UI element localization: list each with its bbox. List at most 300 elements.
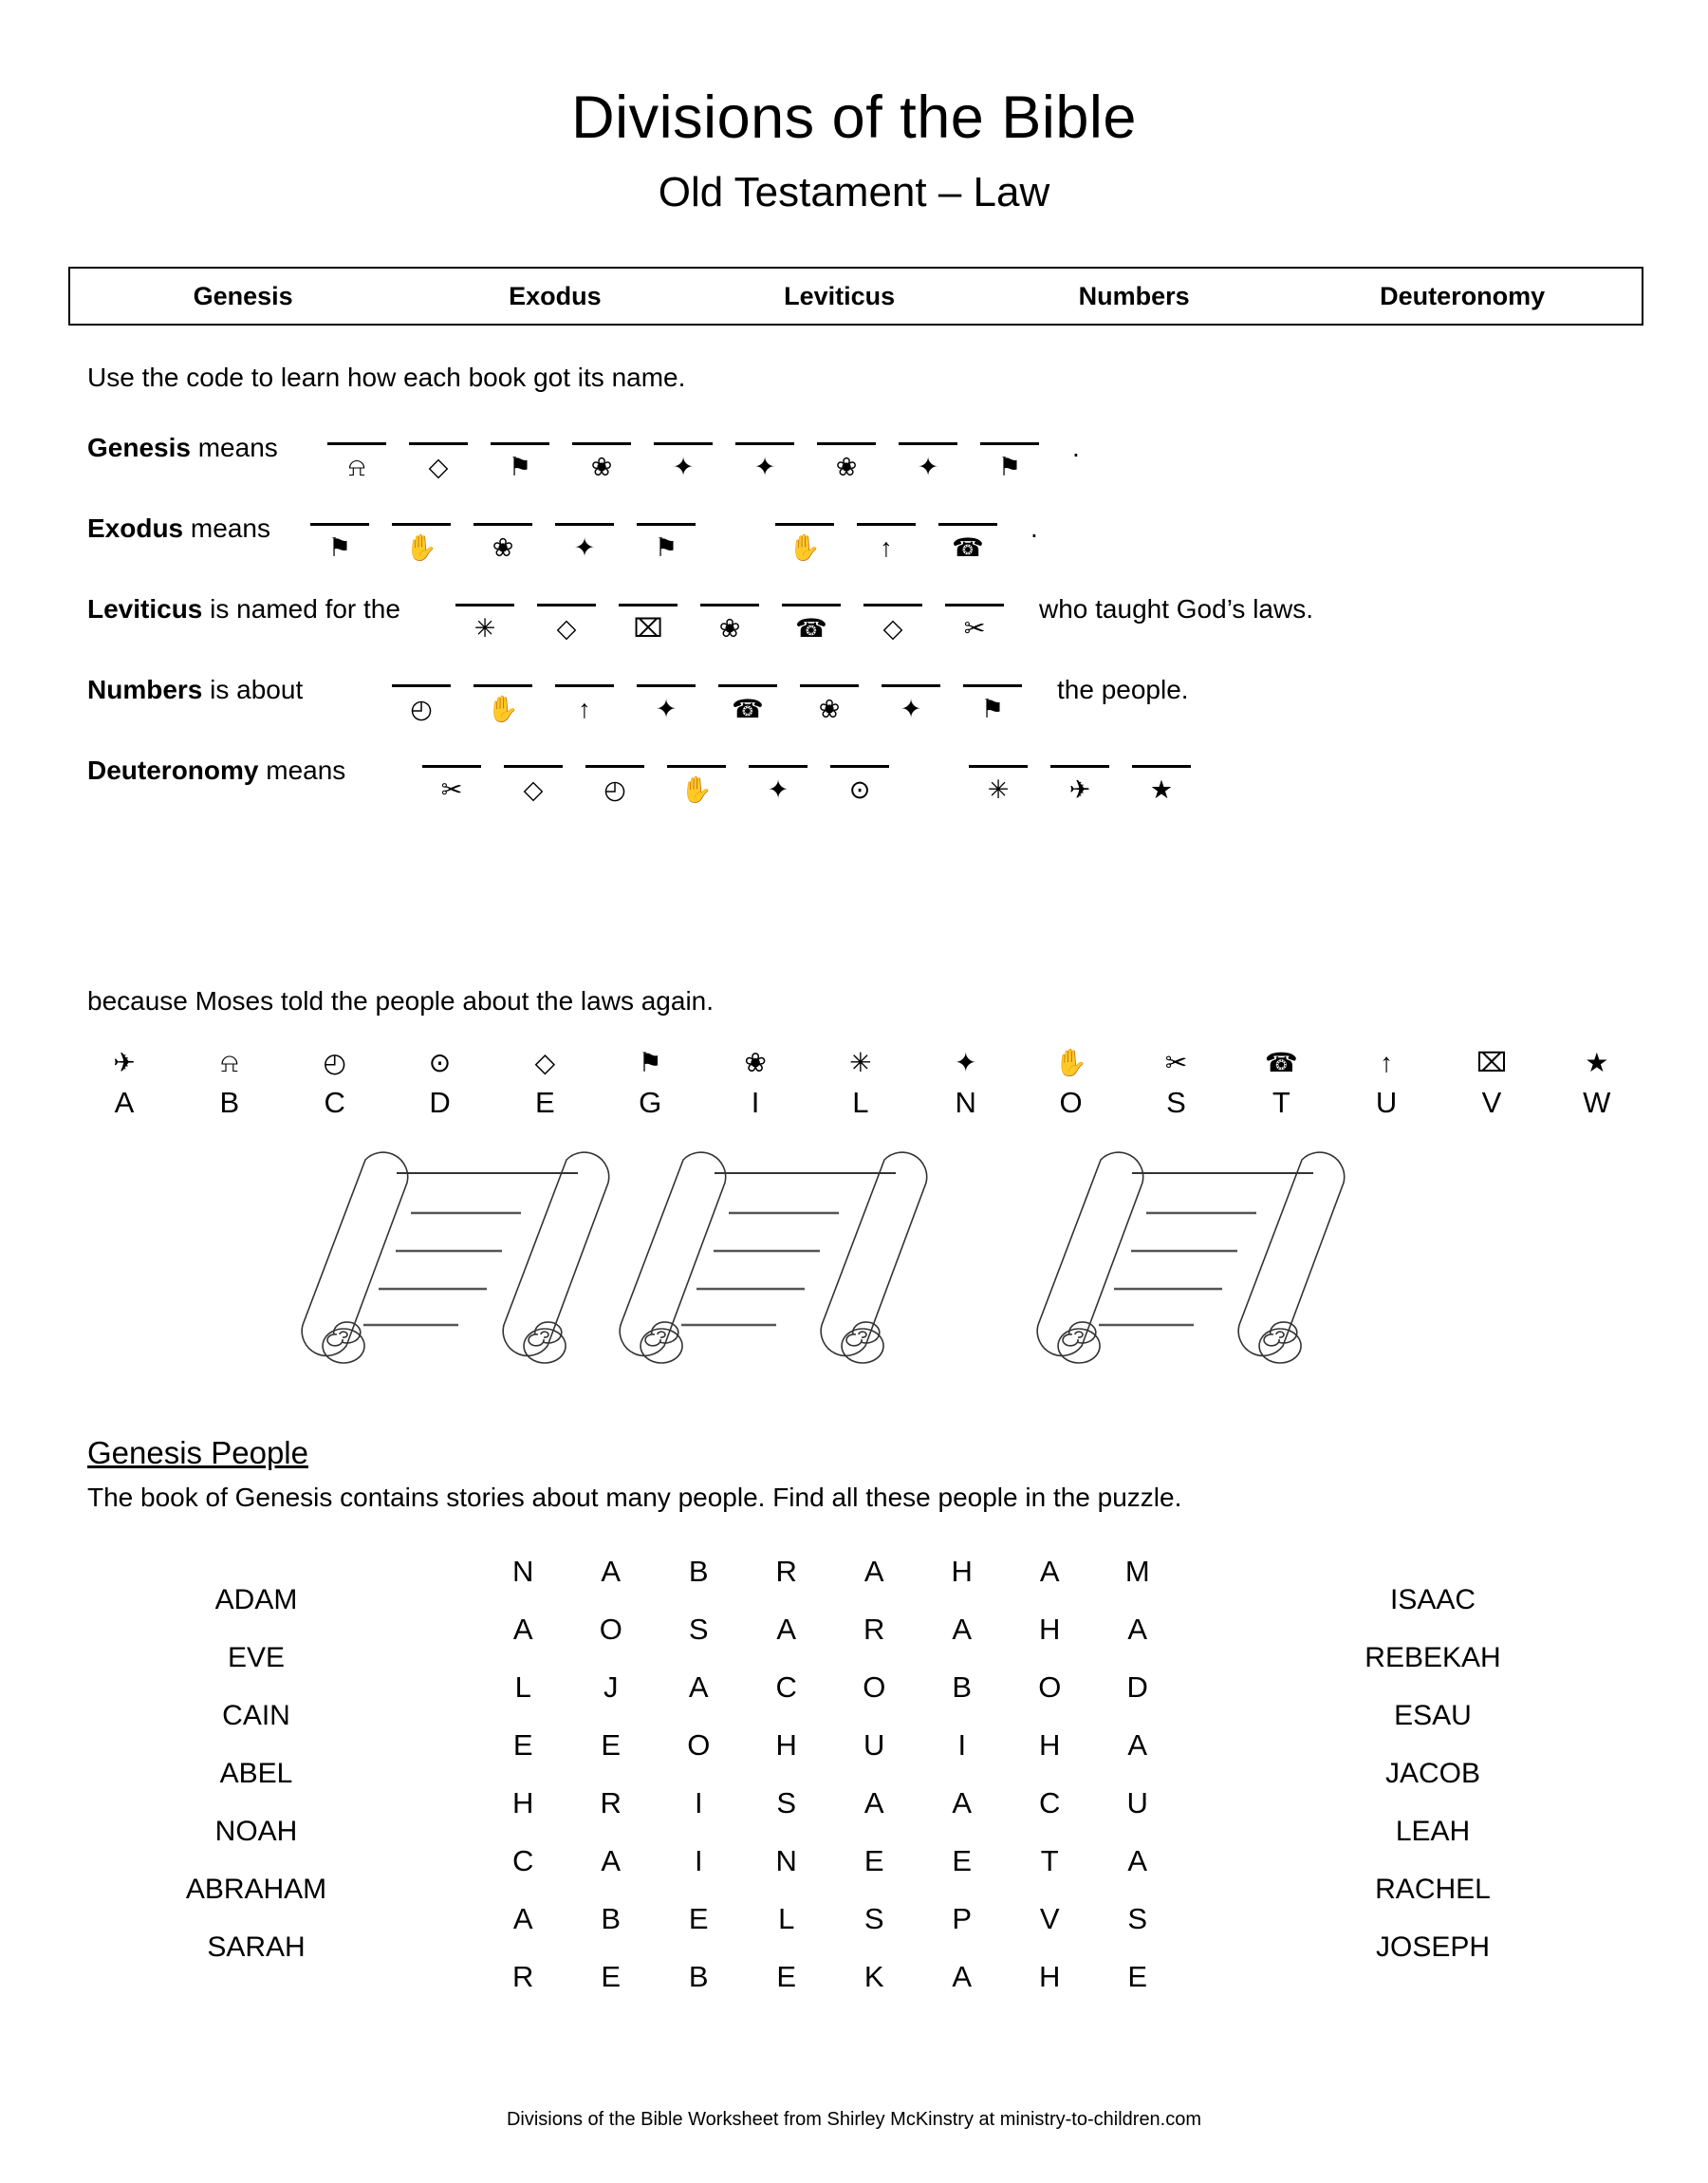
search-word[interactable]: JACOB xyxy=(1384,1758,1481,1789)
puzzle-book-name: Numbers xyxy=(87,675,203,704)
answer-blank[interactable] xyxy=(977,418,1042,483)
grid-cell[interactable]: N xyxy=(775,1843,797,1877)
scissors-icon: ✂ xyxy=(963,614,986,643)
grid-cell[interactable]: A xyxy=(512,1612,533,1646)
flower-icon: ❀ xyxy=(835,453,858,481)
answer-blank[interactable] xyxy=(419,740,484,806)
blank-rule xyxy=(830,765,889,768)
grid-cell[interactable]: O xyxy=(1038,1670,1062,1704)
four-point-star-icon: ✦ xyxy=(672,453,695,481)
search-word[interactable]: RACHEL xyxy=(1375,1874,1491,1905)
grid-cell[interactable]: E xyxy=(776,1959,797,1993)
blank-rule xyxy=(327,442,386,445)
up-arrow-icon: ↑ xyxy=(1380,1048,1394,1077)
blank-rule xyxy=(409,442,468,445)
grid-cell[interactable]: E xyxy=(688,1901,709,1935)
code-key-cell-I xyxy=(718,1044,792,1120)
code-key-cell-O xyxy=(1034,1044,1108,1120)
diamond-outline-icon: ◇ xyxy=(882,614,903,643)
answer-blank[interactable] xyxy=(534,579,599,644)
grid-cell[interactable]: A xyxy=(952,1612,973,1646)
airplane-icon: ✈ xyxy=(1068,775,1091,804)
blank-rule xyxy=(980,442,1039,445)
blank-rule xyxy=(749,765,808,768)
grid-cell[interactable]: A xyxy=(688,1670,709,1704)
grid-cell[interactable]: H xyxy=(775,1727,797,1762)
scissors-icon: ✂ xyxy=(1164,1048,1188,1077)
blank-rule xyxy=(555,684,614,687)
blank-rule xyxy=(473,684,532,687)
blank-rule xyxy=(473,523,532,526)
airplane-icon: ✈ xyxy=(113,1048,136,1077)
answer-blank[interactable] xyxy=(772,498,837,564)
grid-cell[interactable]: A xyxy=(863,1554,884,1588)
puzzle-label xyxy=(87,740,419,786)
grid-cell[interactable]: U xyxy=(863,1727,885,1762)
answer-blank[interactable] xyxy=(936,498,1000,564)
scroll-illustrations xyxy=(87,1139,1634,1386)
answer-blank[interactable] xyxy=(389,498,454,564)
puzzle-word xyxy=(419,740,909,806)
answer-blank[interactable] xyxy=(715,660,780,725)
blank-rule xyxy=(667,765,726,768)
answer-blank[interactable] xyxy=(471,660,535,725)
puzzle-label xyxy=(87,660,389,705)
four-point-star-icon: ✦ xyxy=(573,533,596,562)
grid-cell[interactable]: I xyxy=(957,1727,967,1762)
instruction-text: Use the code to learn how each book got its name. xyxy=(87,363,686,392)
code-key-letter: B xyxy=(219,1086,240,1119)
answer-blank[interactable] xyxy=(488,418,552,483)
code-key-letter: T xyxy=(1272,1086,1290,1119)
grid-cell[interactable]: E xyxy=(952,1843,973,1877)
code-key-letter: C xyxy=(324,1086,345,1119)
circled-dot-icon: ⊙ xyxy=(848,775,871,804)
code-key-letter: I xyxy=(751,1086,760,1119)
answer-blank[interactable] xyxy=(471,498,535,564)
blank-rule xyxy=(800,684,859,687)
puzzle-label-rest: means xyxy=(190,433,278,462)
grid-cell[interactable]: E xyxy=(601,1959,622,1993)
grid-cell[interactable]: H xyxy=(512,1785,534,1819)
page-subtitle: Old Testament – Law xyxy=(658,169,1050,215)
grid-cell[interactable]: E xyxy=(512,1727,533,1762)
puzzle-tail-text: the people. xyxy=(1057,675,1189,704)
blank-rule xyxy=(491,442,549,445)
grid-cell[interactable]: R xyxy=(775,1554,797,1588)
code-key-letter: W xyxy=(1583,1086,1611,1119)
grid-cell[interactable]: A xyxy=(952,1959,973,1993)
answer-blank[interactable] xyxy=(651,418,715,483)
blank-rule xyxy=(782,604,841,606)
diamond-outline-icon: ◇ xyxy=(556,614,577,643)
grid-cell[interactable]: E xyxy=(1127,1959,1148,1993)
bell-icon: ⍾ xyxy=(348,453,365,481)
flag-icon: ⚑ xyxy=(654,533,678,562)
puzzle-tail-text: who taught God’s laws. xyxy=(1039,594,1313,624)
puzzle-word xyxy=(307,498,715,564)
grid-cell[interactable]: A xyxy=(601,1554,622,1588)
grid-cell[interactable]: K xyxy=(863,1959,884,1993)
hand-icon: ✋ xyxy=(487,695,519,723)
grid-cell[interactable]: I xyxy=(694,1843,703,1877)
circled-dot-icon: ⊙ xyxy=(428,1048,452,1077)
grid-cell[interactable]: D xyxy=(1126,1670,1148,1704)
answer-blank[interactable] xyxy=(896,418,960,483)
snowflake-icon: ✳ xyxy=(987,775,1010,804)
diamond-outline-icon: ◇ xyxy=(428,453,449,481)
flag-icon: ⚑ xyxy=(980,695,1005,723)
diamond-outline-icon: ◇ xyxy=(523,775,544,804)
flag-icon: ⚑ xyxy=(508,453,532,481)
grid-cell[interactable]: A xyxy=(776,1612,797,1646)
search-word[interactable]: EVE xyxy=(227,1642,286,1673)
grid-cell[interactable]: A xyxy=(1039,1554,1060,1588)
code-key-cell-B xyxy=(193,1044,267,1120)
four-point-star-icon: ✦ xyxy=(900,695,922,723)
answer-blank[interactable] xyxy=(552,660,617,725)
puzzle-book-name: Deuteronomy xyxy=(87,756,259,785)
grid-cell[interactable]: S xyxy=(688,1612,709,1646)
puzzle-blanks xyxy=(389,660,1042,725)
blank-rule xyxy=(392,684,451,687)
puzzle-word xyxy=(389,660,1042,725)
book-name-genesis: Genesis xyxy=(193,281,293,310)
scroll-icon xyxy=(263,1139,623,1367)
four-point-star-icon: ✦ xyxy=(955,1048,977,1077)
scissors-icon: ✂ xyxy=(440,775,463,804)
code-key-letter: A xyxy=(114,1086,135,1119)
answer-blank[interactable] xyxy=(854,498,919,564)
grid-cell[interactable]: H xyxy=(1039,1959,1061,1993)
blank-rule xyxy=(455,604,514,606)
scroll-icon xyxy=(998,1139,1359,1367)
five-point-star-icon: ★ xyxy=(1149,775,1174,804)
grid-cell[interactable]: O xyxy=(599,1612,622,1646)
answer-blank[interactable] xyxy=(406,418,471,483)
grid-cell[interactable]: O xyxy=(687,1727,711,1762)
answer-blank[interactable] xyxy=(966,740,1030,806)
answer-blank[interactable] xyxy=(879,660,943,725)
grid-row xyxy=(479,1716,1181,1774)
puzzle-blanks xyxy=(307,498,1017,564)
book-name-leviticus: Leviticus xyxy=(784,281,896,310)
grid-cell[interactable]: A xyxy=(1127,1727,1148,1762)
grid-row xyxy=(479,1774,1181,1832)
blank-rule xyxy=(775,523,834,526)
grid-row xyxy=(479,1832,1181,1890)
search-word[interactable]: ADAM xyxy=(214,1584,298,1615)
telephone-icon: ☎ xyxy=(1264,1048,1298,1077)
grid-cell[interactable]: C xyxy=(775,1670,797,1704)
grid-cell[interactable]: A xyxy=(1127,1843,1148,1877)
blank-rule xyxy=(637,523,696,526)
grid-cell[interactable]: A xyxy=(512,1901,533,1935)
code-key-letter: S xyxy=(1166,1086,1186,1119)
flag-icon: ⚑ xyxy=(997,453,1022,481)
blank-rule xyxy=(945,604,1004,606)
code-key-cell-L xyxy=(824,1044,898,1120)
answer-blank[interactable] xyxy=(325,418,389,483)
code-key-cell-V xyxy=(1455,1044,1529,1120)
blank-rule xyxy=(735,442,794,445)
grid-cell[interactable]: A xyxy=(601,1843,622,1877)
grid-cell[interactable]: L xyxy=(514,1670,531,1704)
blank-rule xyxy=(1050,765,1109,768)
answer-blank[interactable] xyxy=(634,660,698,725)
blank-rule xyxy=(863,604,922,606)
grid-row xyxy=(479,1600,1181,1658)
hand-icon: ✋ xyxy=(680,775,713,804)
search-word[interactable]: ESAU xyxy=(1394,1700,1472,1731)
code-key-cell-G xyxy=(613,1044,687,1120)
genesis-people-description: The book of Genesis contains stories about many people. Find all these people in the puzzle. xyxy=(87,1483,1182,1512)
up-arrow-icon: ↑ xyxy=(880,533,893,562)
search-word[interactable]: LEAH xyxy=(1395,1816,1471,1847)
grid-cell[interactable]: B xyxy=(952,1670,973,1704)
clock-icon: ◴ xyxy=(323,1048,346,1077)
answer-blank[interactable] xyxy=(1129,740,1194,806)
diamond-outline-icon: ◇ xyxy=(534,1048,556,1077)
grid-cell[interactable]: R xyxy=(512,1959,534,1993)
grid-cell[interactable]: C xyxy=(1039,1785,1061,1819)
answer-blank[interactable] xyxy=(827,740,892,806)
grid-cell[interactable]: A xyxy=(1127,1612,1148,1646)
page-title: Divisions of the Bible xyxy=(571,84,1137,151)
blank-rule xyxy=(857,523,916,526)
blank-rule xyxy=(537,604,596,606)
grid-row xyxy=(479,1890,1181,1948)
grid-cell[interactable]: C xyxy=(512,1843,534,1877)
grid-cell[interactable]: U xyxy=(1126,1785,1148,1819)
grid-cell[interactable]: P xyxy=(952,1901,973,1935)
puzzle-label-rest: is about xyxy=(202,675,304,704)
code-key-letter: E xyxy=(535,1086,555,1119)
four-point-star-icon: ✦ xyxy=(753,453,776,481)
code-key-cell-T xyxy=(1244,1044,1318,1120)
code-key-letter: G xyxy=(639,1086,662,1119)
blank-rule xyxy=(310,523,369,526)
answer-blank[interactable] xyxy=(797,660,862,725)
answer-blank[interactable] xyxy=(634,498,698,564)
grid-cell[interactable]: S xyxy=(1127,1901,1148,1935)
code-key-cell-U xyxy=(1349,1044,1423,1120)
blank-rule xyxy=(882,684,940,687)
flower-icon: ❀ xyxy=(590,453,613,481)
grid-cell[interactable]: L xyxy=(778,1901,795,1935)
grid-cell[interactable]: H xyxy=(951,1554,973,1588)
blank-rule xyxy=(817,442,876,445)
blank-rule xyxy=(392,523,451,526)
telephone-icon: ☎ xyxy=(795,614,827,643)
answer-blank[interactable] xyxy=(779,579,844,644)
puzzle-book-name: Exodus xyxy=(87,513,184,543)
answer-blank[interactable] xyxy=(389,660,454,725)
telephone-icon: ☎ xyxy=(732,695,764,723)
answer-blank[interactable] xyxy=(616,579,680,644)
search-word[interactable]: NOAH xyxy=(214,1816,298,1847)
grid-cell[interactable]: I xyxy=(694,1785,703,1819)
book-name-deuteronomy: Deuteronomy xyxy=(1380,281,1546,310)
blank-rule xyxy=(422,765,481,768)
puzzle-blanks xyxy=(453,579,1024,644)
puzzle-word xyxy=(772,498,1017,564)
answer-blank[interactable] xyxy=(942,579,1007,644)
code-key-letter: U xyxy=(1375,1086,1398,1119)
clock-icon: ◴ xyxy=(603,775,626,804)
telephone-icon: ☎ xyxy=(952,533,984,562)
code-key-letter: O xyxy=(1059,1086,1083,1119)
puzzle-row-genesis xyxy=(87,418,1080,509)
code-key xyxy=(87,1044,1634,1120)
grid-cell[interactable]: H xyxy=(1039,1727,1061,1762)
hand-icon: ✋ xyxy=(1054,1048,1088,1077)
flower-icon: ❀ xyxy=(718,614,741,643)
grid-cell[interactable]: V xyxy=(1039,1901,1060,1935)
five-point-star-icon: ★ xyxy=(1585,1048,1609,1077)
answer-blank[interactable] xyxy=(861,579,925,644)
blank-rule xyxy=(969,765,1028,768)
code-key-cell-D xyxy=(403,1044,477,1120)
blank-rule xyxy=(619,604,678,606)
puzzle-period: . xyxy=(1072,433,1080,462)
code-key-cell-N xyxy=(929,1044,1003,1120)
grid-row xyxy=(479,1542,1181,1600)
answer-blank[interactable] xyxy=(453,579,517,644)
puzzle-row-leviticus xyxy=(87,579,1313,670)
grid-cell[interactable]: S xyxy=(863,1901,884,1935)
puzzle-book-name: Leviticus xyxy=(87,594,203,624)
four-point-star-icon: ✦ xyxy=(655,695,678,723)
puzzle-label-rest: means xyxy=(258,756,346,785)
code-key-cell-E xyxy=(508,1044,582,1120)
code-key-letter: V xyxy=(1481,1086,1502,1119)
answer-blank[interactable] xyxy=(583,740,647,806)
code-key-cell-S xyxy=(1139,1044,1213,1120)
blank-rule xyxy=(654,442,713,445)
clock-icon: ◴ xyxy=(410,695,433,723)
genesis-people-heading: Genesis People xyxy=(87,1435,308,1470)
grid-row xyxy=(479,1948,1181,2006)
puzzle-blanks xyxy=(419,740,1211,806)
flag-icon: ⚑ xyxy=(327,533,352,562)
search-word[interactable]: JOSEPH xyxy=(1375,1931,1491,1963)
boxed-x-icon: ⌧ xyxy=(633,614,663,643)
flower-icon: ❀ xyxy=(818,695,841,723)
blank-rule xyxy=(637,684,696,687)
blank-rule xyxy=(504,765,563,768)
puzzle-label xyxy=(87,498,307,544)
books-header-box xyxy=(68,267,1643,326)
search-word[interactable]: ABEL xyxy=(219,1758,293,1789)
search-word[interactable]: SARAH xyxy=(207,1931,306,1963)
grid-cell[interactable]: O xyxy=(863,1670,886,1704)
answer-blank[interactable] xyxy=(733,418,797,483)
grid-cell[interactable]: R xyxy=(600,1785,622,1819)
puzzle-book-name: Genesis xyxy=(87,433,191,462)
puzzle-word xyxy=(453,579,1024,644)
code-key-letter: L xyxy=(852,1086,869,1119)
grid-cell[interactable]: E xyxy=(863,1843,884,1877)
up-arrow-icon: ↑ xyxy=(578,695,591,723)
puzzle-label xyxy=(87,418,325,463)
books-row xyxy=(70,269,1642,324)
search-word[interactable]: ISAAC xyxy=(1389,1584,1476,1615)
grid-cell[interactable]: B xyxy=(601,1901,622,1935)
blank-rule xyxy=(585,765,644,768)
footer-credit: Divisions of the Bible Worksheet from Shirley McKinstry at ministry-to-children.com xyxy=(506,2109,1202,2130)
answer-blank[interactable] xyxy=(552,498,617,564)
grid-cell[interactable]: S xyxy=(776,1785,797,1819)
boxed-x-icon: ⌧ xyxy=(1476,1048,1508,1077)
word-list-left xyxy=(114,1571,399,1976)
puzzle-row-deuteronomy xyxy=(87,740,1211,831)
hand-icon: ✋ xyxy=(405,533,437,562)
grid-cell[interactable]: B xyxy=(688,1959,709,1993)
answer-blank[interactable] xyxy=(746,740,810,806)
snowflake-icon: ✳ xyxy=(849,1048,872,1077)
search-word[interactable]: REBEKAH xyxy=(1365,1642,1501,1673)
code-key-cell-A xyxy=(87,1044,161,1120)
puzzle-period: . xyxy=(1030,513,1038,543)
search-word[interactable]: ABRAHAM xyxy=(185,1874,327,1905)
puzzle-label-rest: means xyxy=(183,513,270,543)
puzzle-label xyxy=(87,579,453,625)
code-key-letter: D xyxy=(429,1086,451,1119)
blank-rule xyxy=(572,442,631,445)
blank-rule xyxy=(938,523,997,526)
puzzle-blanks xyxy=(325,418,1059,483)
answer-blank[interactable] xyxy=(501,740,566,806)
snowflake-icon: ✳ xyxy=(473,614,496,643)
grid-cell[interactable]: H xyxy=(1039,1612,1061,1646)
blank-rule xyxy=(700,604,759,606)
grid-cell[interactable]: N xyxy=(512,1554,534,1588)
puzzle-row-numbers xyxy=(87,660,1189,751)
puzzle-label-rest: is named for the xyxy=(202,594,400,624)
grid-cell[interactable]: J xyxy=(603,1670,619,1704)
four-point-star-icon: ✦ xyxy=(767,775,789,804)
four-point-star-icon: ✦ xyxy=(917,453,939,481)
grid-cell[interactable]: A xyxy=(952,1785,973,1819)
grid-cell[interactable]: B xyxy=(688,1554,709,1588)
scroll-icon xyxy=(581,1139,941,1367)
because-line: because Moses told the people about the laws again. xyxy=(87,986,715,1016)
answer-blank[interactable] xyxy=(814,418,879,483)
blank-rule xyxy=(899,442,957,445)
answer-blank[interactable] xyxy=(960,660,1025,725)
grid-cell[interactable]: R xyxy=(863,1612,885,1646)
bell-icon: ⍾ xyxy=(220,1048,239,1077)
grid-cell[interactable]: A xyxy=(863,1785,884,1819)
blank-rule xyxy=(963,684,1022,687)
puzzle-word xyxy=(325,418,1059,483)
grid-cell[interactable]: E xyxy=(601,1727,622,1762)
blank-rule xyxy=(718,684,777,687)
answer-blank[interactable] xyxy=(697,579,762,644)
puzzle-word xyxy=(966,740,1211,806)
grid-row xyxy=(479,1658,1181,1716)
answer-blank[interactable] xyxy=(307,498,372,564)
search-word[interactable]: CAIN xyxy=(222,1700,290,1731)
puzzle-row-exodus xyxy=(87,498,1038,589)
answer-blank[interactable] xyxy=(569,418,634,483)
grid-cell[interactable]: T xyxy=(1040,1843,1059,1877)
flag-icon: ⚑ xyxy=(638,1048,662,1077)
grid-cell[interactable]: M xyxy=(1124,1554,1150,1588)
answer-blank[interactable] xyxy=(1048,740,1112,806)
answer-blank[interactable] xyxy=(664,740,729,806)
